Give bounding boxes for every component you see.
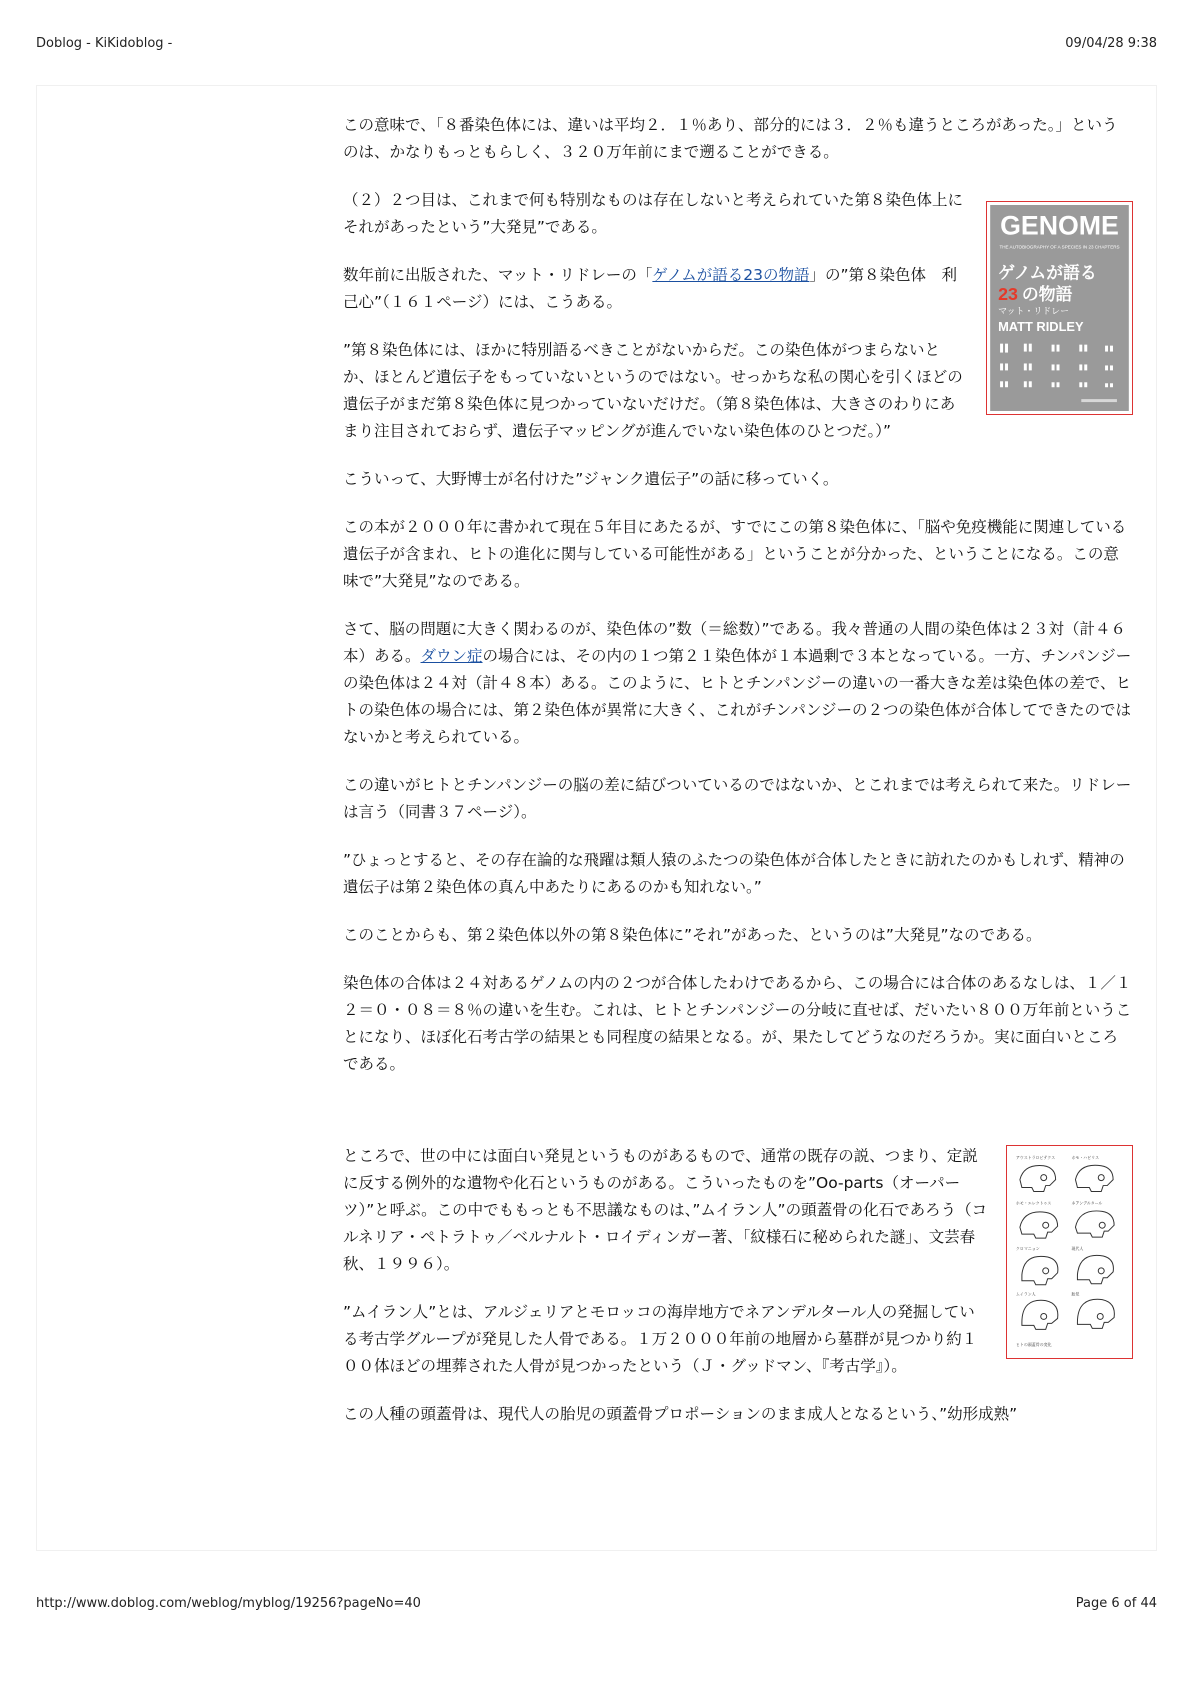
skull-label-5: クロマニョン — [1015, 1246, 1040, 1252]
paragraph-9-quote: ”ひょっとすると、その存在論的な飛躍は類人猿のふたつの染色体が合体したときに訪れたのかもしれず、精神の遺伝子は第２染色体の真ん中あたりにあるのかも知れない。” — [343, 851, 1125, 896]
paragraph-8: この違いがヒトとチンパンジーの脳の差に結びついているのではないか、とこれまでは考えられて来た。リドレーは言う（同書３７ページ）。 — [343, 776, 1132, 821]
article-body — [343, 112, 1133, 1546]
cover-title-jp: ゲノムが語る — [998, 262, 1097, 283]
paragraph-4-quote: ”第８染色体には、ほかに特別語るべきことがないからだ。この染色体がつまらないとか、ほとんど遺伝子をもっていないというのではない。せっかちな私の関心を引くほどの遺伝子がまだ第８染色体に見つかっていないだけだ。（第８染色体は、大きさのわりにあまり注目されておらず、遺伝子マッピングが進んでいない染色体のひとつだ。）” — [343, 341, 963, 440]
paragraph-14: この人種の頭蓋骨は、現代人の胎児の頭蓋骨プロポーションのまま成人となるという、”幼形成熟” — [343, 1405, 1018, 1423]
cover-subtitle-en: THE AUTOBIOGRAPHY OF A SPECIES IN 23 CHAPTERS — [999, 244, 1120, 250]
book-cover-art — [990, 205, 1129, 411]
skull-label-4: ネアンデルタール — [1071, 1200, 1103, 1206]
paragraph-12: ところで、世の中には面白い発見というものがあるもので、通常の既存の説、つまり、定説に反する例外的な遺物や化石というものがある。こういったものを”Oo-parts（オーパーツ）”と呼ぶ。この中でももっとも不思議なものは、”ムイラン人”の頭蓋骨の化石であろう（コルネリア・ペトラトゥ／ベルナルト・ロイディンガー著、「紋様石に秘められた謎」、文芸春秋、１９９６）。 — [343, 1147, 988, 1273]
skull-label-1: アウストラロピテクス — [1015, 1154, 1056, 1160]
footer-page-number: Page 6 of 44 — [1075, 1596, 1157, 1611]
paragraph-10: このことからも、第２染色体以外の第８染色体に”それ”があった、というのは”大発見”なのである。 — [343, 926, 1042, 944]
skull-label-2: ホモ・ハビリス — [1071, 1154, 1100, 1160]
header-datetime: 09/04/28 9:38 — [1065, 36, 1157, 51]
skull-label-3: ホモ・エレクトゥス — [1015, 1200, 1052, 1206]
paragraph-2: （２）２つ目は、これまで何も特別なものは存在しないと考えられていた第８染色体上にそれがあったという”大発見”である。 — [343, 191, 964, 236]
skull-caption: ヒトの頭蓋骨の変化 — [1015, 1342, 1052, 1348]
skull-label-8: 胎児 — [1071, 1291, 1080, 1297]
skull-label-6: 現代人 — [1071, 1246, 1084, 1252]
cover-author-en: MATT RIDLEY — [998, 318, 1084, 334]
paragraph-7-text-b: の場合には、その内の１つ第２１染色体が１本過剰で３本となっている。一方、チンパンジーの染色体は２４対（計４８本）ある。このように、ヒトとチンパンジーの違いの一番大きな差は染色体の差で、ヒトの染色体の場合には、第２染色体が異常に大きく、これがチンパンジーの２つの染色体が合体してできたのではないかと考えられている。 — [343, 647, 1132, 746]
paragraph-13: ”ムイラン人”とは、アルジェリアとモロッコの海岸地方でネアンデルタール人の発掘している考古学グループが発見した人骨である。１万２０００年前の地層から墓群が見つかり約１００体ほどの埋葬された人骨が見つかったという（Ｊ・グッドマン、『考古学』）。 — [343, 1303, 978, 1375]
paragraph-11: 染色体の合体は２４対あるゲノムの内の２つが合体したわけであるから、この場合には合体のあるなしは、１／１２＝０・０８＝８％の違いを生む。これは、ヒトとチンパンジーの分岐に直せば、だいたい８００万年前ということになり、ほぼ化石考古学の結果とも同程度の結果となる。が、果たしてどうなのだろうか。実に面白いところである。 — [343, 974, 1132, 1073]
skull-label-7: ムイラン人 — [1015, 1291, 1036, 1297]
paragraph-5: こういって、大野博士が名付けた”ジャンク遺伝子”の話に移っていく。 — [343, 470, 839, 488]
skull-evolution-figure — [1006, 1145, 1133, 1359]
cover-title-number: 23 — [998, 284, 1018, 305]
header-site-title: Doblog - KiKidoblog - — [36, 36, 173, 51]
paragraph-6: この本が２０００年に書かれて現在５年目にあたるが、すでにこの第８染色体に、「脳や免疫機能に関連している遺伝子が含まれ、ヒトの進化に関与している可能性がある」ということが分かった、ということになる。この意味で”大発見”なのである。 — [343, 518, 1127, 590]
cover-title-jp-2: の物語 — [1021, 284, 1073, 305]
down-syndrome-link[interactable]: ダウン症 — [420, 647, 483, 665]
genome-book-link[interactable]: ゲノムが語る23の物語 — [652, 266, 810, 284]
section-spacer — [343, 1099, 1133, 1143]
paragraph-3-text-b: 」の”第８染色体 利己心”（１６１ページ）には、こうある。 — [343, 266, 957, 311]
paragraph-3-text-a: 数年前に出版された、マット・リドレーの「 — [343, 266, 653, 284]
cover-author-jp: マット・リドレー — [998, 306, 1070, 317]
footer-url: http://www.doblog.com/weblog/myblog/19256?pageNo=40 — [36, 1596, 421, 1611]
genome-book-cover — [986, 201, 1133, 415]
paragraph-1: この意味で、「８番染色体には、違いは平均２．１％あり、部分的には３．２％も違うところがあった。」というのは、かなりもっともらしく、３２０万年前にまで遡ることができる。 — [343, 116, 1118, 161]
cover-title-en: GENOME — [1000, 210, 1119, 241]
publisher-mark — [1081, 399, 1117, 402]
skull-chart-art — [1010, 1149, 1129, 1355]
paragraph-7 — [343, 616, 1133, 751]
paragraph-7-text-a: さて、脳の問題に大きく関わるのが、染色体の”数（＝総数）”である。我々普通の人間の染色体は２３対（計４６本）ある。 — [343, 620, 1127, 665]
